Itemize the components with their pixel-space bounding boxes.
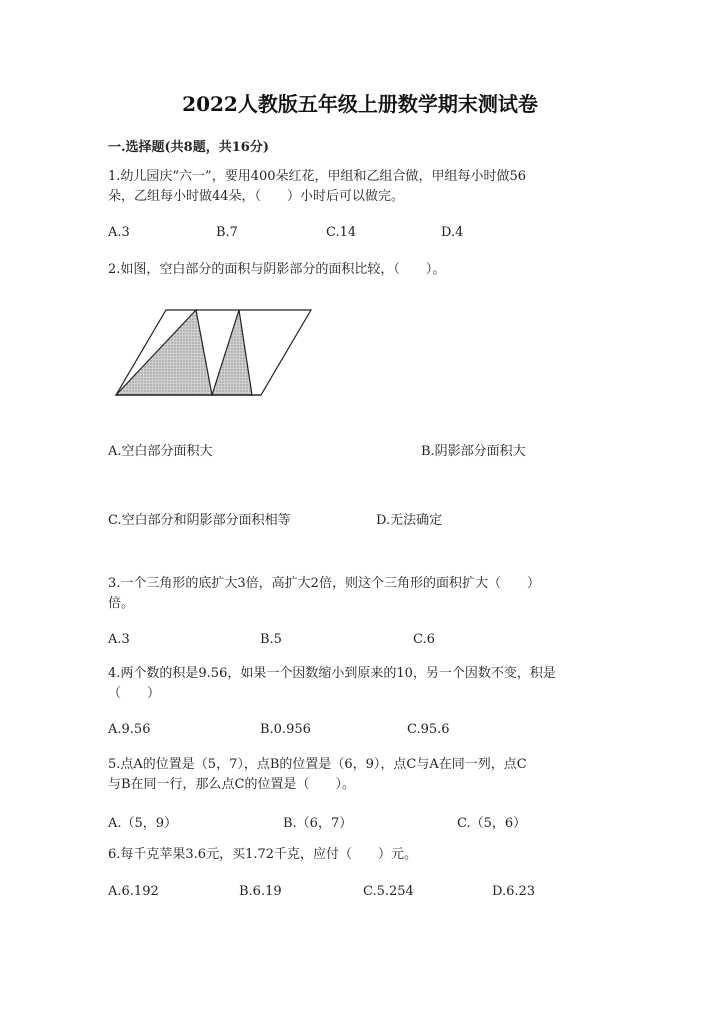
question-5-line-2: 与B在同一行，那么点C的位置是（ ）。 [108, 777, 356, 792]
q2-option-b: B.阴影部分面积大 [421, 444, 526, 459]
q3-option-c: C.6 [413, 632, 435, 647]
q2-option-a: A.空白部分面积大 [108, 444, 213, 459]
question-1-line-1: 1.幼儿园庆“六一”，要用400朵红花，甲组和乙组合做，甲组每小时做56 [108, 169, 527, 184]
q3-option-b: B.5 [260, 632, 282, 647]
q6-option-b: B.6.19 [239, 884, 282, 899]
q3-option-a: A.3 [108, 632, 130, 647]
q5-option-b: B.（6，7） [283, 816, 353, 831]
question-5-line-1: 5.点A的位置是（5，7），点B的位置是（6，9），点C与A在同一列，点C [108, 757, 527, 772]
question-3-line-2: 倍。 [108, 596, 135, 611]
q6-option-c: C.5.254 [363, 884, 414, 899]
q2-option-d: D.无法确定 [376, 513, 443, 528]
question-2-line-1: 2.如图，空白部分的面积与阴影部分的面积比较，（ ）。 [108, 262, 446, 277]
question-6-line-1: 6.每千克苹果3.6元，买1.72千克，应付（ ）元。 [108, 847, 418, 862]
page-title: 2022人教版五年级上册数学期末测试卷 [182, 92, 538, 116]
q4-option-a: A.9.56 [108, 722, 151, 737]
q1-option-c: C.14 [326, 225, 357, 240]
parallelogram-figure [108, 303, 343, 403]
q4-option-b: B.0.956 [260, 722, 311, 737]
section-heading: 一.选择题(共8题，共16分) [108, 140, 269, 155]
q1-option-b: B.7 [216, 225, 238, 240]
q5-option-a: A.（5，9） [108, 816, 178, 831]
question-1-line-2: 朵，乙组每小时做44朵，（ ）小时后可以做完。 [108, 189, 405, 204]
question-4-line-1: 4.两个数的积是9.56，如果一个因数缩小到原来的10，另一个因数不变，积是 [108, 666, 556, 681]
q5-option-c: C.（5，6） [457, 816, 527, 831]
q2-option-c: C.空白部分和阴影部分面积相等 [108, 513, 291, 528]
question-3-line-1: 3.一个三角形的底扩大3倍，高扩大2倍，则这个三角形的面积扩大（ ） [108, 576, 540, 591]
q4-option-c: C.95.6 [407, 722, 450, 737]
q6-option-d: D.6.23 [492, 884, 536, 899]
q1-option-d: D.4 [441, 225, 464, 240]
question-4-line-2: （ ） [108, 686, 161, 701]
q6-option-a: A.6.192 [108, 884, 159, 899]
q1-option-a: A.3 [108, 225, 130, 240]
